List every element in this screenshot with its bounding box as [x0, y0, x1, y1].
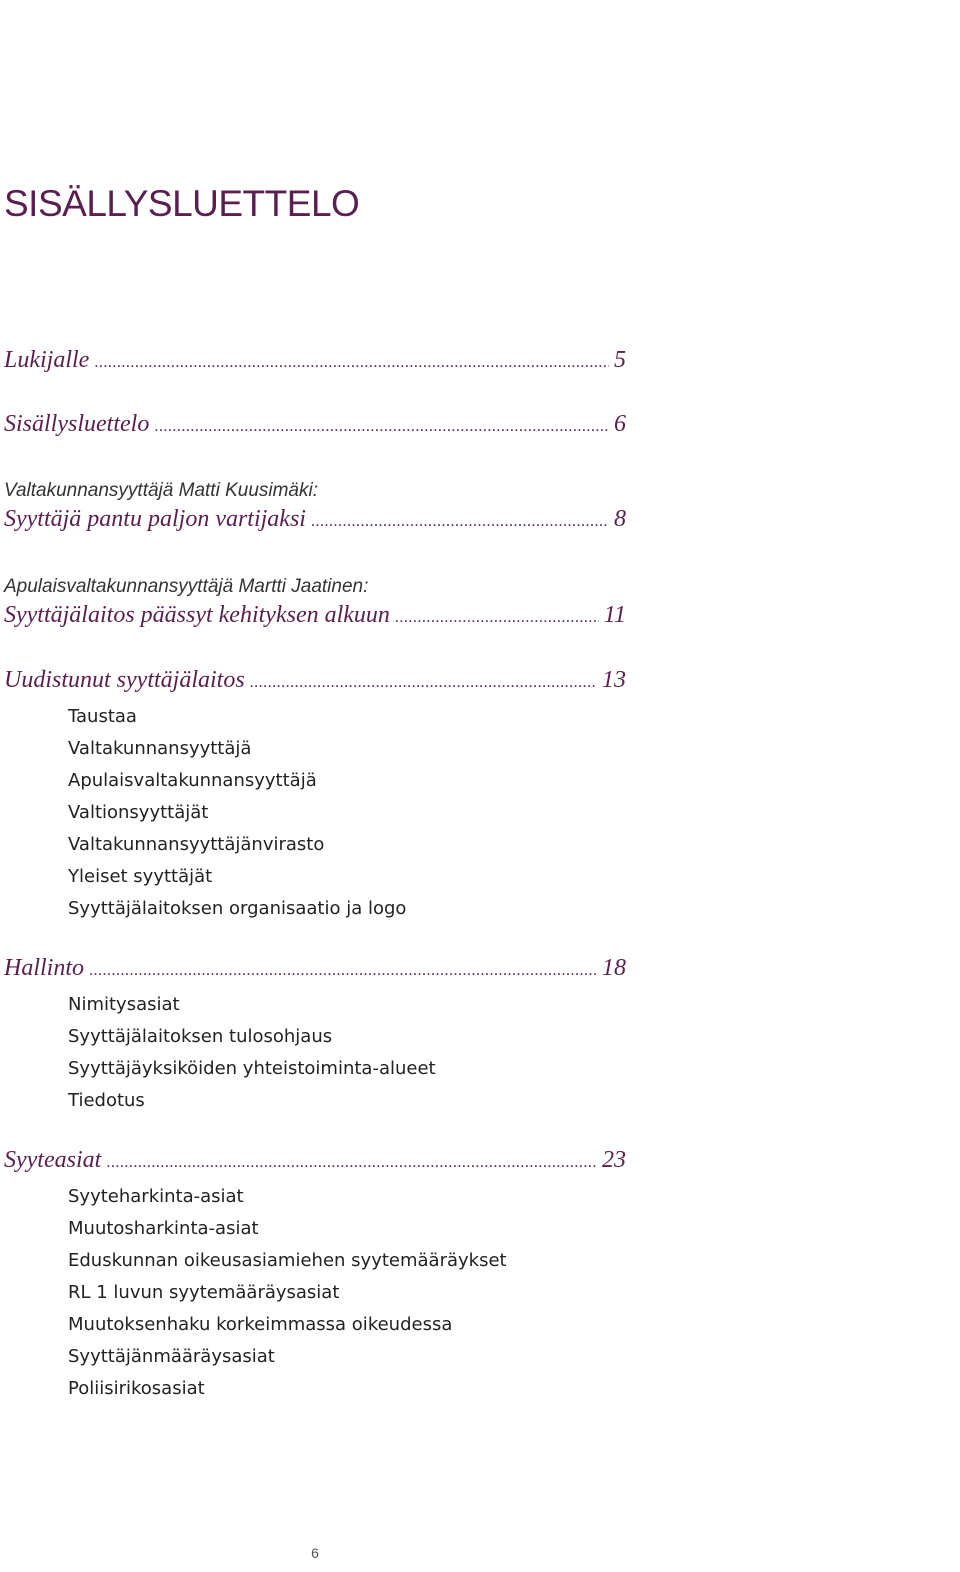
toc-leader-dots: [311, 506, 609, 538]
toc-page-number: 8: [614, 506, 626, 532]
toc-entry-syyttajalaitos-paassyt: [4, 575, 626, 634]
toc-page-number: 13: [602, 667, 626, 693]
toc-sub-item[interactable]: Syyteharkinta-asiat: [68, 1186, 244, 1207]
toc-line[interactable]: [4, 344, 626, 379]
toc-entry-lukijalle: [4, 344, 626, 379]
toc-sub-item[interactable]: Syyttäjälaitoksen organisaatio ja logo: [68, 898, 407, 919]
toc-entry-uudistunut: [4, 664, 626, 925]
toc-kicker: Apulaisvaltakunnansyyttäjä Martti Jaatinen:: [4, 576, 369, 597]
toc-sub-item[interactable]: Taustaa: [68, 706, 137, 727]
toc-sub-item[interactable]: Muutosharkinta-asiat: [68, 1218, 259, 1239]
toc-leader-dots: [250, 667, 597, 699]
toc-sub-item[interactable]: Nimitysasiat: [68, 994, 180, 1015]
toc-title: Lukijalle: [4, 347, 90, 373]
toc-sub-list: [68, 701, 626, 925]
toc-entry-syyteasiat: [4, 1144, 626, 1405]
toc-sub-item[interactable]: Tiedotus: [68, 1090, 145, 1111]
toc-leader-dots: [154, 411, 609, 443]
toc-title: Uudistunut syyttäjälaitos: [4, 667, 245, 693]
toc-leader-dots: [89, 955, 597, 987]
toc-sub-item[interactable]: Syyttäjänmääräysasiat: [68, 1346, 275, 1367]
toc-entry-syyttaja-pantu: [4, 479, 626, 538]
toc-sub-item[interactable]: RL 1 luvun syytemääräysasiat: [68, 1282, 340, 1303]
toc-kicker: Valtakunnansyyttäjä Matti Kuusimäki:: [4, 480, 319, 501]
toc-sub-item[interactable]: Valtionsyyttäjät: [68, 802, 209, 823]
toc-sub-item[interactable]: Apulaisvaltakunnansyyttäjä: [68, 770, 317, 791]
toc-line[interactable]: [4, 503, 626, 538]
toc-leader-dots: [94, 347, 609, 379]
toc-line[interactable]: [4, 1144, 626, 1179]
toc-leader-dots: [395, 602, 599, 634]
toc-sub-list: [68, 989, 626, 1117]
toc-title: Syyteasiat: [4, 1147, 102, 1173]
toc-entry-hallinto: [4, 952, 626, 1117]
toc-sub-item[interactable]: Valtakunnansyyttäjänvirasto: [68, 834, 325, 855]
toc-title: Sisällysluettelo: [4, 411, 150, 437]
toc-line[interactable]: [4, 952, 626, 987]
toc-sub-list: [68, 1181, 626, 1405]
toc-sub-item[interactable]: Syyttäjälaitoksen tulosohjaus: [68, 1026, 333, 1047]
toc-line[interactable]: [4, 599, 626, 634]
toc-sub-item[interactable]: Valtakunnansyyttäjä: [68, 738, 252, 759]
toc-page-number: 5: [614, 347, 626, 373]
toc-page-number: 6: [614, 411, 626, 437]
toc-line[interactable]: [4, 408, 626, 443]
page-title: SISÄLLYSLUETTELO: [4, 183, 360, 224]
toc-title: Hallinto: [4, 955, 85, 981]
toc-sub-item[interactable]: Poliisirikosasiat: [68, 1378, 205, 1399]
toc-sub-item[interactable]: Muutoksenhaku korkeimmassa oikeudessa: [68, 1314, 453, 1335]
toc-page-number: 11: [603, 602, 626, 628]
toc-sub-item[interactable]: Yleiset syyttäjät: [68, 866, 213, 887]
toc-page-number: 23: [602, 1147, 626, 1173]
toc-sub-item[interactable]: Eduskunnan oikeusasiamiehen syytemääräykset: [68, 1250, 507, 1271]
toc-title: Syyttäjälaitos päässyt kehityksen alkuun: [4, 602, 390, 628]
toc-entry-sisallysluettelo: [4, 408, 626, 443]
toc-leader-dots: [106, 1147, 597, 1179]
toc-line[interactable]: [4, 664, 626, 699]
toc-title: Syyttäjä pantu paljon vartijaksi: [4, 506, 306, 532]
toc-page-number: 18: [602, 955, 626, 981]
page-number: 6: [311, 1545, 319, 1561]
toc-sub-item[interactable]: Syyttäjäyksiköiden yhteistoiminta-alueet: [68, 1058, 436, 1079]
